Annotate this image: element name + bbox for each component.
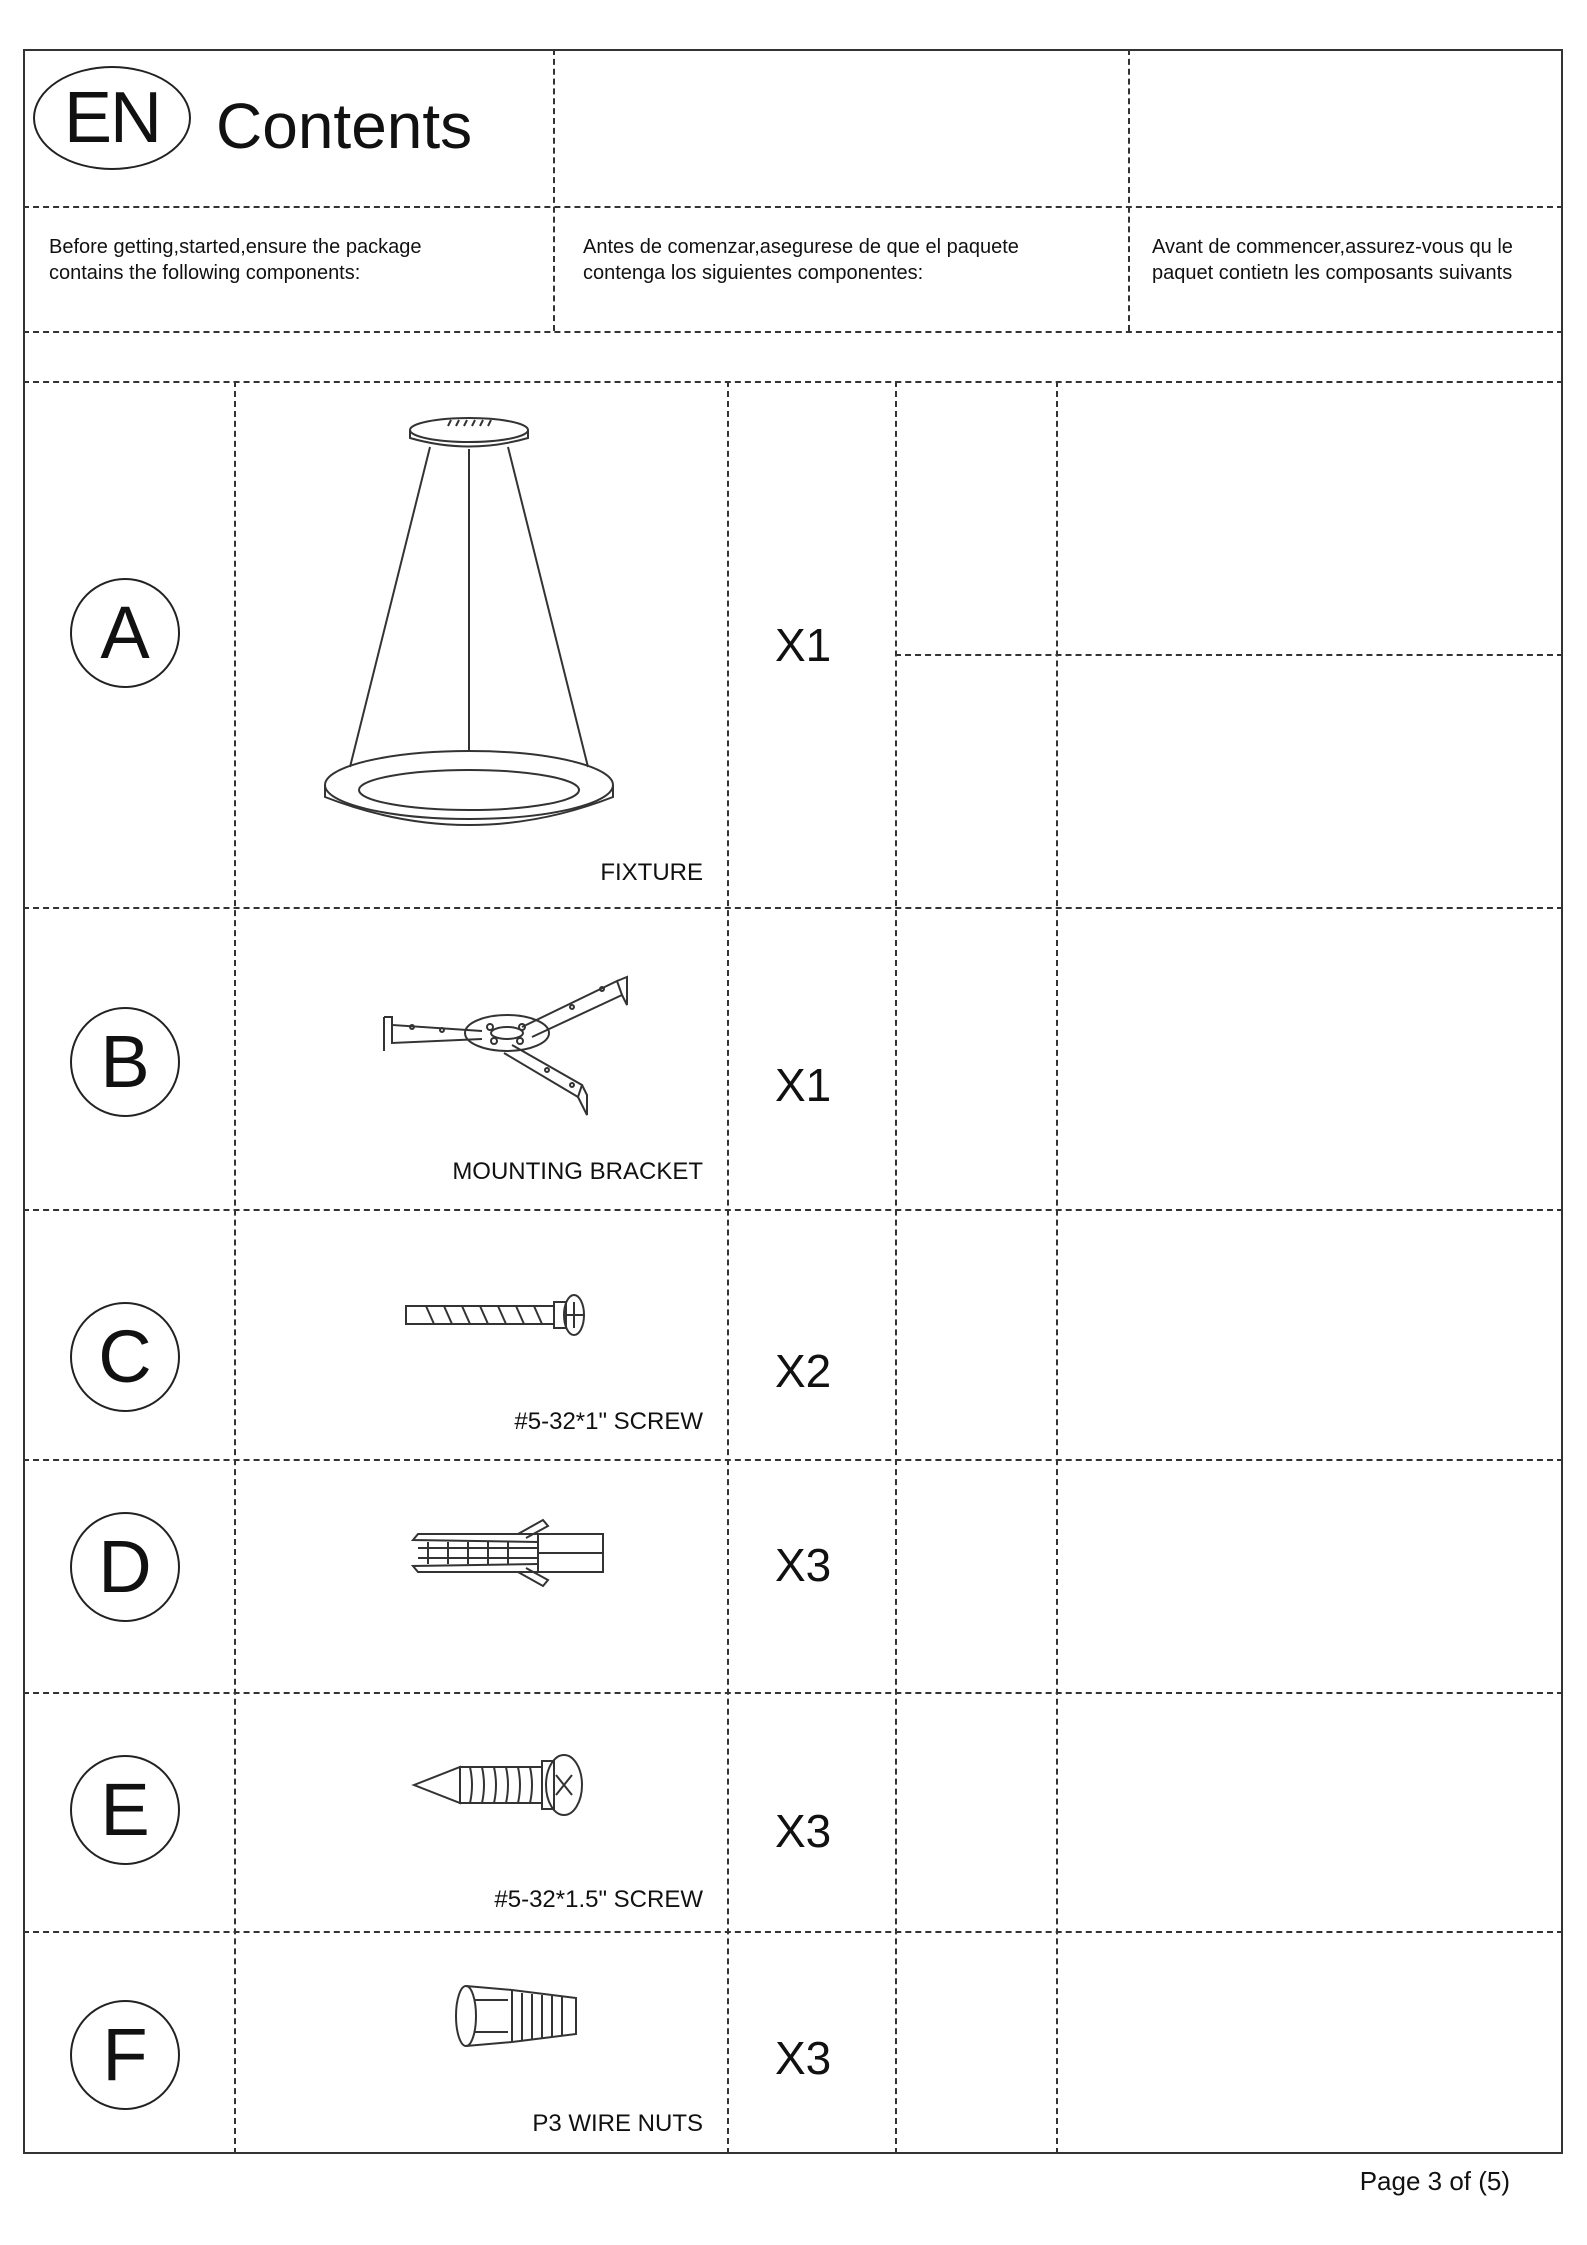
divider bbox=[23, 1459, 1563, 1461]
part-label: FIXTURE bbox=[600, 859, 703, 886]
page-number: Page 3 of (5) bbox=[1359, 2166, 1510, 2196]
page-title: Contents bbox=[216, 90, 473, 162]
mounting-bracket-icon bbox=[382, 975, 632, 1125]
divider bbox=[23, 206, 1563, 208]
wire-nut-icon bbox=[452, 1978, 587, 2058]
part-label: MOUNTING BRACKET bbox=[452, 1158, 703, 1185]
intro-text-fr: Avant de commencer,assurez-vous qu le paquet contietn les composants suivants bbox=[1152, 236, 1513, 284]
part-letter: E bbox=[70, 1755, 180, 1865]
language-badge: EN bbox=[33, 66, 191, 170]
wood-screw-icon bbox=[412, 1745, 587, 1825]
divider bbox=[23, 331, 1563, 333]
part-quantity: X1 bbox=[775, 1059, 832, 1111]
divider bbox=[23, 1692, 1563, 1694]
divider bbox=[895, 654, 1563, 656]
divider bbox=[23, 381, 1563, 383]
divider bbox=[727, 381, 729, 2154]
part-letter: F bbox=[70, 2000, 180, 2110]
part-quantity: X3 bbox=[775, 2032, 832, 2084]
part-label: #5-32*1.5" SCREW bbox=[494, 1886, 703, 1913]
divider bbox=[553, 49, 555, 331]
part-label: #5-32*1" SCREW bbox=[514, 1408, 703, 1435]
machine-screw-icon bbox=[404, 1290, 589, 1340]
part-quantity: X2 bbox=[775, 1345, 832, 1397]
part-label: P3 WIRE NUTS bbox=[532, 2110, 703, 2137]
part-quantity: X1 bbox=[775, 619, 832, 671]
part-letter: D bbox=[70, 1512, 180, 1622]
divider bbox=[23, 1209, 1563, 1211]
wall-anchor-icon bbox=[408, 1512, 608, 1592]
divider bbox=[1056, 381, 1058, 2154]
part-quantity: X3 bbox=[775, 1805, 832, 1857]
part-letter: A bbox=[70, 578, 180, 688]
divider bbox=[23, 907, 1563, 909]
part-letter: B bbox=[70, 1007, 180, 1117]
pendant-ring-light-icon bbox=[320, 415, 620, 835]
part-letter: C bbox=[70, 1302, 180, 1412]
divider bbox=[1128, 49, 1130, 331]
divider bbox=[23, 1931, 1563, 1933]
intro-text-es: Antes de comenzar,asegurese de que el paquete contenga los siguientes componentes: bbox=[583, 236, 1019, 284]
part-quantity: X3 bbox=[775, 1539, 832, 1591]
divider bbox=[234, 381, 236, 2154]
divider bbox=[895, 381, 897, 2154]
intro-text-en: Before getting,started,ensure the package contains the following components: bbox=[49, 236, 422, 284]
